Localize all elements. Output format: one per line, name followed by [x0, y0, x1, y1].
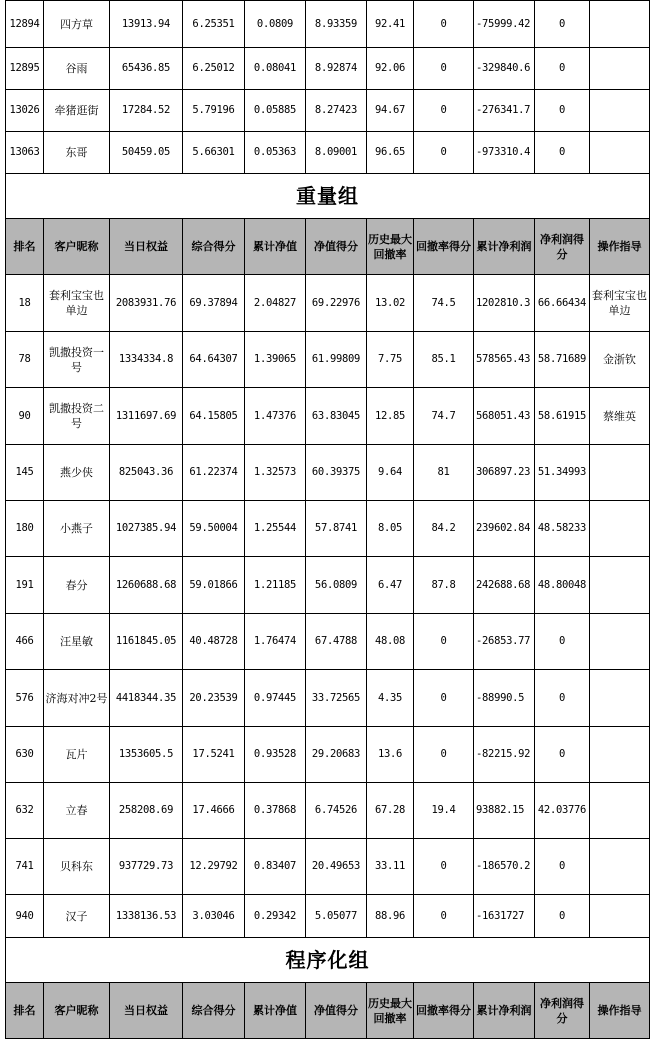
cell-guide: [590, 727, 650, 783]
cell-dd-score: 0: [414, 614, 474, 670]
cell-guide: [590, 1, 650, 48]
cell-name: 套利宝宝也单边: [44, 275, 110, 332]
cell-score: 20.23539: [183, 670, 245, 727]
cell-rank: 191: [6, 557, 44, 614]
cell-equity: 50459.05: [110, 132, 183, 174]
cell-score: 64.64307: [183, 332, 245, 388]
cell-profit-score: 0: [535, 670, 590, 727]
cell-drawdown: 13.6: [367, 727, 414, 783]
column-header: 客户昵称: [44, 219, 110, 275]
cell-score: 6.25351: [183, 1, 245, 48]
cell-equity: 825043.36: [110, 445, 183, 501]
group-title: 重量组: [6, 174, 650, 219]
column-header: 净值得分: [306, 219, 367, 275]
cell-score: 40.48728: [183, 614, 245, 670]
cell-rank: 145: [6, 445, 44, 501]
header-row: [6, 983, 650, 1039]
cell-equity: 2083931.76: [110, 275, 183, 332]
cell-rank: 632: [6, 783, 44, 839]
cell-nav-score: 67.4788: [306, 614, 367, 670]
cell-score: 59.50004: [183, 501, 245, 557]
column-header: 排名: [6, 219, 44, 275]
cell-nav: 0.29342: [245, 895, 306, 938]
cell-score: 17.5241: [183, 727, 245, 783]
table-row: [6, 90, 650, 132]
cell-dd-score: 74.7: [414, 388, 474, 445]
table-row: [6, 501, 650, 557]
cell-name: 贝科东: [44, 839, 110, 895]
table-row: [6, 839, 650, 895]
cell-profit: -329840.6: [474, 48, 535, 90]
cell-dd-score: 0: [414, 132, 474, 174]
cell-nav-score: 6.74526: [306, 783, 367, 839]
cell-profit: 578565.43: [474, 332, 535, 388]
cell-guide: [590, 557, 650, 614]
cell-nav: 0.97445: [245, 670, 306, 727]
cell-name: 立春: [44, 783, 110, 839]
cell-equity: 65436.85: [110, 48, 183, 90]
cell-equity: 1311697.69: [110, 388, 183, 445]
cell-dd-score: 19.4: [414, 783, 474, 839]
cell-nav-score: 60.39375: [306, 445, 367, 501]
cell-dd-score: 0: [414, 1, 474, 48]
cell-drawdown: 92.06: [367, 48, 414, 90]
cell-drawdown: 96.65: [367, 132, 414, 174]
cell-equity: 1161845.05: [110, 614, 183, 670]
cell-equity: 937729.73: [110, 839, 183, 895]
cell-rank: 18: [6, 275, 44, 332]
cell-profit-score: 0: [535, 895, 590, 938]
group-title-row: [6, 174, 650, 219]
cell-profit-score: 66.66434: [535, 275, 590, 332]
table-row: [6, 132, 650, 174]
cell-dd-score: 84.2: [414, 501, 474, 557]
cell-guide: [590, 783, 650, 839]
table-row: [6, 388, 650, 445]
cell-guide: [590, 48, 650, 90]
cell-equity: 17284.52: [110, 90, 183, 132]
cell-nav: 0.05363: [245, 132, 306, 174]
cell-guide: [590, 132, 650, 174]
cell-rank: 90: [6, 388, 44, 445]
cell-profit: 306897.23: [474, 445, 535, 501]
cell-rank: 576: [6, 670, 44, 727]
cell-dd-score: 0: [414, 48, 474, 90]
cell-dd-score: 0: [414, 670, 474, 727]
cell-rank: 78: [6, 332, 44, 388]
cell-drawdown: 48.08: [367, 614, 414, 670]
cell-guide: [590, 839, 650, 895]
cell-dd-score: 0: [414, 90, 474, 132]
cell-guide: 蔡维英: [590, 388, 650, 445]
column-header: 客户昵称: [44, 983, 110, 1039]
cell-nav: 1.32573: [245, 445, 306, 501]
cell-guide: [590, 501, 650, 557]
cell-nav-score: 5.05077: [306, 895, 367, 938]
column-header: 排名: [6, 983, 44, 1039]
cell-guide: [590, 614, 650, 670]
column-header: 历史最大回撤率: [367, 219, 414, 275]
cell-profit-score: 0: [535, 48, 590, 90]
column-header: 累计净值: [245, 983, 306, 1039]
group-title-row: [6, 938, 650, 983]
cell-profit-score: 58.71689: [535, 332, 590, 388]
cell-rank: 741: [6, 839, 44, 895]
cell-rank: 13026: [6, 90, 44, 132]
cell-profit: -186570.2: [474, 839, 535, 895]
cell-profit-score: 42.03776: [535, 783, 590, 839]
cell-equity: 1338136.53: [110, 895, 183, 938]
cell-rank: 466: [6, 614, 44, 670]
cell-profit: 1202810.3: [474, 275, 535, 332]
table-row: [6, 614, 650, 670]
cell-guide: 金浙钦: [590, 332, 650, 388]
cell-drawdown: 12.85: [367, 388, 414, 445]
cell-equity: 1260688.68: [110, 557, 183, 614]
column-header: 回撤率得分: [414, 983, 474, 1039]
cell-guide: [590, 895, 650, 938]
cell-profit-score: 0: [535, 839, 590, 895]
cell-equity: 13913.94: [110, 1, 183, 48]
table-row: [6, 445, 650, 501]
cell-nav: 0.93528: [245, 727, 306, 783]
cell-nav-score: 33.72565: [306, 670, 367, 727]
cell-profit-score: 58.61915: [535, 388, 590, 445]
ranking-table-body: [6, 1, 650, 1039]
cell-nav-score: 63.83045: [306, 388, 367, 445]
cell-nav-score: 69.22976: [306, 275, 367, 332]
column-header: 累计净利润: [474, 983, 535, 1039]
cell-rank: 13063: [6, 132, 44, 174]
cell-profit-score: 48.80048: [535, 557, 590, 614]
table-row: [6, 783, 650, 839]
cell-profit-score: 48.58233: [535, 501, 590, 557]
table-row: [6, 557, 650, 614]
cell-name: 春分: [44, 557, 110, 614]
cell-drawdown: 67.28: [367, 783, 414, 839]
cell-nav: 0.0809: [245, 1, 306, 48]
cell-name: 东哥: [44, 132, 110, 174]
cell-rank: 630: [6, 727, 44, 783]
cell-dd-score: 0: [414, 839, 474, 895]
cell-equity: 1353605.5: [110, 727, 183, 783]
cell-name: 瓦片: [44, 727, 110, 783]
cell-nav: 1.25544: [245, 501, 306, 557]
cell-nav: 2.04827: [245, 275, 306, 332]
table-row: [6, 1, 650, 48]
cell-profit: -1631727: [474, 895, 535, 938]
cell-drawdown: 6.47: [367, 557, 414, 614]
column-header: 净利润得分: [535, 219, 590, 275]
cell-score: 61.22374: [183, 445, 245, 501]
cell-name: 汉子: [44, 895, 110, 938]
cell-name: 牵猪逛街: [44, 90, 110, 132]
cell-score: 12.29792: [183, 839, 245, 895]
cell-drawdown: 7.75: [367, 332, 414, 388]
cell-score: 17.4666: [183, 783, 245, 839]
cell-name: 凯撒投资一号: [44, 332, 110, 388]
cell-equity: 4418344.35: [110, 670, 183, 727]
cell-score: 69.37894: [183, 275, 245, 332]
cell-profit-score: 0: [535, 614, 590, 670]
cell-dd-score: 0: [414, 727, 474, 783]
column-header: 累计净值: [245, 219, 306, 275]
cell-name: 凯撒投资二号: [44, 388, 110, 445]
cell-score: 64.15805: [183, 388, 245, 445]
cell-nav: 0.83407: [245, 839, 306, 895]
cell-score: 59.01866: [183, 557, 245, 614]
column-header: 净利润得分: [535, 983, 590, 1039]
ranking-table: [5, 0, 650, 1039]
cell-score: 5.79196: [183, 90, 245, 132]
cell-dd-score: 81: [414, 445, 474, 501]
cell-nav-score: 8.93359: [306, 1, 367, 48]
table-row: [6, 670, 650, 727]
cell-rank: 940: [6, 895, 44, 938]
cell-profit-score: 0: [535, 90, 590, 132]
cell-drawdown: 8.05: [367, 501, 414, 557]
column-header: 历史最大回撤率: [367, 983, 414, 1039]
table-row: [6, 332, 650, 388]
cell-profit: -276341.7: [474, 90, 535, 132]
cell-profit: 568051.43: [474, 388, 535, 445]
cell-guide: 套利宝宝也单边: [590, 275, 650, 332]
cell-profit: -973310.4: [474, 132, 535, 174]
cell-profit-score: 51.34993: [535, 445, 590, 501]
cell-profit: -26853.77: [474, 614, 535, 670]
cell-nav: 1.21185: [245, 557, 306, 614]
cell-rank: 12894: [6, 1, 44, 48]
cell-drawdown: 92.41: [367, 1, 414, 48]
column-header: 当日权益: [110, 219, 183, 275]
column-header: 综合得分: [183, 219, 245, 275]
cell-score: 3.03046: [183, 895, 245, 938]
cell-drawdown: 9.64: [367, 445, 414, 501]
column-header: 操作指导: [590, 983, 650, 1039]
cell-profit: 93882.15: [474, 783, 535, 839]
cell-drawdown: 94.67: [367, 90, 414, 132]
column-header: 净值得分: [306, 983, 367, 1039]
cell-nav-score: 20.49653: [306, 839, 367, 895]
cell-drawdown: 33.11: [367, 839, 414, 895]
cell-nav: 0.08041: [245, 48, 306, 90]
column-header: 操作指导: [590, 219, 650, 275]
cell-profit: 239602.84: [474, 501, 535, 557]
cell-nav-score: 29.20683: [306, 727, 367, 783]
cell-name: 四方草: [44, 1, 110, 48]
cell-equity: 1334334.8: [110, 332, 183, 388]
cell-profit: -82215.92: [474, 727, 535, 783]
cell-nav: 0.37868: [245, 783, 306, 839]
cell-nav: 0.05885: [245, 90, 306, 132]
column-header: 综合得分: [183, 983, 245, 1039]
column-header: 累计净利润: [474, 219, 535, 275]
cell-dd-score: 0: [414, 895, 474, 938]
cell-name: 汪星敏: [44, 614, 110, 670]
cell-nav: 1.76474: [245, 614, 306, 670]
cell-profit-score: 0: [535, 132, 590, 174]
table-row: [6, 895, 650, 938]
cell-score: 5.66301: [183, 132, 245, 174]
cell-drawdown: 4.35: [367, 670, 414, 727]
cell-profit: 242688.68: [474, 557, 535, 614]
cell-nav-score: 8.27423: [306, 90, 367, 132]
cell-nav-score: 56.0809: [306, 557, 367, 614]
cell-nav-score: 8.92874: [306, 48, 367, 90]
cell-name: 济海对冲2号: [44, 670, 110, 727]
cell-equity: 1027385.94: [110, 501, 183, 557]
cell-dd-score: 74.5: [414, 275, 474, 332]
cell-name: 谷雨: [44, 48, 110, 90]
table-row: [6, 727, 650, 783]
cell-rank: 12895: [6, 48, 44, 90]
cell-dd-score: 87.8: [414, 557, 474, 614]
column-header: 回撤率得分: [414, 219, 474, 275]
column-header: 当日权益: [110, 983, 183, 1039]
cell-name: 小燕子: [44, 501, 110, 557]
table-row: [6, 275, 650, 332]
cell-profit: -75999.42: [474, 1, 535, 48]
cell-nav-score: 61.99809: [306, 332, 367, 388]
cell-drawdown: 13.02: [367, 275, 414, 332]
header-row: [6, 219, 650, 275]
cell-profit-score: 0: [535, 1, 590, 48]
group-title: 程序化组: [6, 938, 650, 983]
cell-profit: -88990.5: [474, 670, 535, 727]
table-row: [6, 48, 650, 90]
cell-score: 6.25012: [183, 48, 245, 90]
cell-drawdown: 88.96: [367, 895, 414, 938]
cell-nav: 1.47376: [245, 388, 306, 445]
cell-dd-score: 85.1: [414, 332, 474, 388]
cell-guide: [590, 670, 650, 727]
cell-nav-score: 57.8741: [306, 501, 367, 557]
cell-equity: 258208.69: [110, 783, 183, 839]
cell-guide: [590, 90, 650, 132]
cell-nav-score: 8.09001: [306, 132, 367, 174]
cell-profit-score: 0: [535, 727, 590, 783]
cell-guide: [590, 445, 650, 501]
cell-name: 燕少侠: [44, 445, 110, 501]
cell-nav: 1.39065: [245, 332, 306, 388]
cell-rank: 180: [6, 501, 44, 557]
